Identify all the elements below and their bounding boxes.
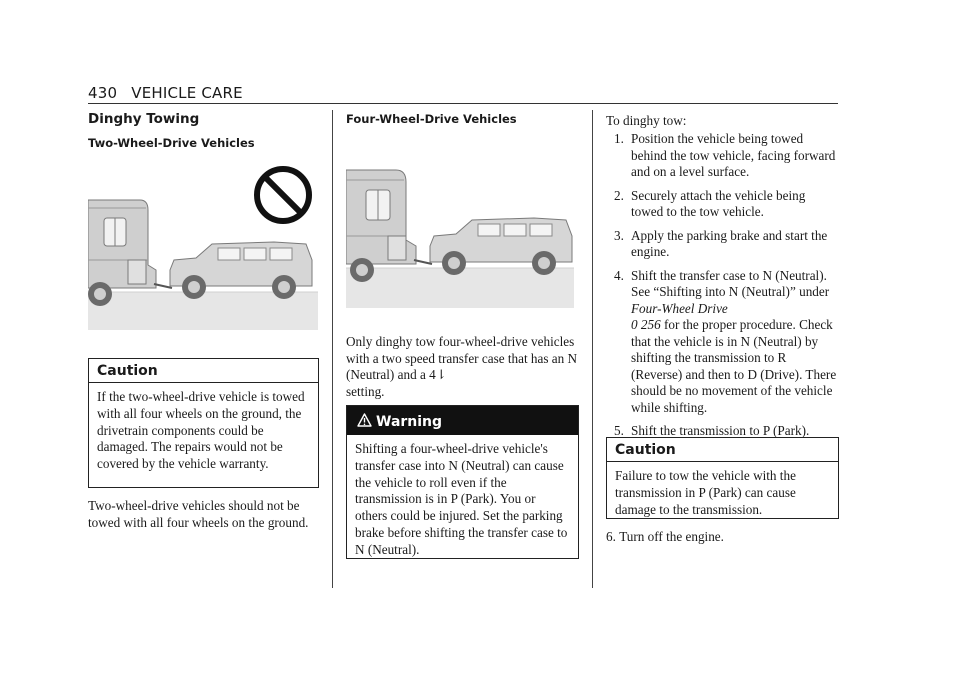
list-item: 3. Apply the parking brake and start the engine. bbox=[614, 227, 828, 259]
caution-title: Caution bbox=[89, 359, 318, 383]
caution-title: Caution bbox=[607, 438, 838, 462]
caution-box-park bbox=[606, 437, 839, 519]
list-item: 5. Shift the transmission to P (Park). bbox=[614, 423, 810, 438]
caution-box-2wd bbox=[88, 358, 319, 488]
column-divider-2 bbox=[592, 110, 593, 588]
xref-symbol: 0 bbox=[631, 317, 638, 332]
caution-text: Failure to tow the vehicle with the transmission in P (Park) can cause damage to the transmission. bbox=[615, 468, 796, 517]
paragraph-4wd bbox=[346, 334, 578, 400]
page-number: 430 bbox=[88, 84, 118, 102]
step-6: 6. Turn off the engine. bbox=[606, 529, 724, 544]
four-wheel-drive-link[interactable]: Four-Wheel Drive bbox=[631, 300, 728, 316]
caution-text: If the two-wheel-drive vehicle is towed with all four wheels on the ground, the drivetrain components could be damaged. The repairs would not be covered by the vehicle warranty. bbox=[97, 389, 305, 472]
steps-list bbox=[606, 131, 840, 447]
warning-header bbox=[347, 406, 578, 435]
header-rule bbox=[88, 103, 838, 104]
paragraph-2wd: Two-wheel-drive vehicles should not be towed with all four wheels on the ground. bbox=[88, 498, 309, 530]
running-header bbox=[88, 84, 243, 102]
subheading-2wd: Two-Wheel-Drive Vehicles bbox=[88, 136, 255, 150]
list-item: 2. Securely attach the vehicle being towed to the tow vehicle. bbox=[614, 187, 806, 219]
section-title: VEHICLE CARE bbox=[131, 84, 243, 102]
four-low-glyph: ⇂ bbox=[435, 367, 447, 382]
column-divider-1 bbox=[332, 110, 333, 588]
paragraph-4wd-end: setting. bbox=[346, 383, 385, 399]
subheading-4wd: Four-Wheel-Drive Vehicles bbox=[346, 112, 517, 126]
paragraph-4wd-text: Only dinghy tow four-wheel-drive vehicles with a two speed transfer case that has an N (Neutral) and a 4 bbox=[346, 334, 578, 382]
dinghy-tow-intro: To dinghy tow: bbox=[606, 113, 687, 128]
no-symbol-icon bbox=[252, 164, 314, 226]
illustration-2wd-towing bbox=[88, 160, 318, 330]
warning-text: Shifting a four-wheel-drive vehicle's transfer case into N (Neutral) can cause the vehicle to roll even if the transmission is in P (Park). You or others could be injured. Set the parking brake before shifting the transfer case to N (Neutral). bbox=[355, 441, 568, 557]
list-item: 4. Shift the transfer case to N (Neutral). See “Shifting into N (Neutral)” under Four-Wheel Drive 0 256 for the proper procedure. Check that the vehicle is in N (Neutral) by shifting the transmission to R (Reverse) and then to D (Drive). There should be no movement of the vehicle while shifting. bbox=[614, 267, 837, 415]
list-item: 1. Position the vehicle being towed behind the tow vehicle, facing forward and on a level surface. bbox=[614, 131, 836, 179]
warning-title: Warning bbox=[376, 414, 443, 430]
xref-page-link[interactable]: 256 bbox=[640, 317, 661, 332]
section-heading: Dinghy Towing bbox=[88, 111, 200, 127]
warning-box bbox=[346, 405, 579, 559]
warning-triangle-icon bbox=[357, 413, 372, 427]
illustration-4wd-towing bbox=[346, 140, 574, 308]
